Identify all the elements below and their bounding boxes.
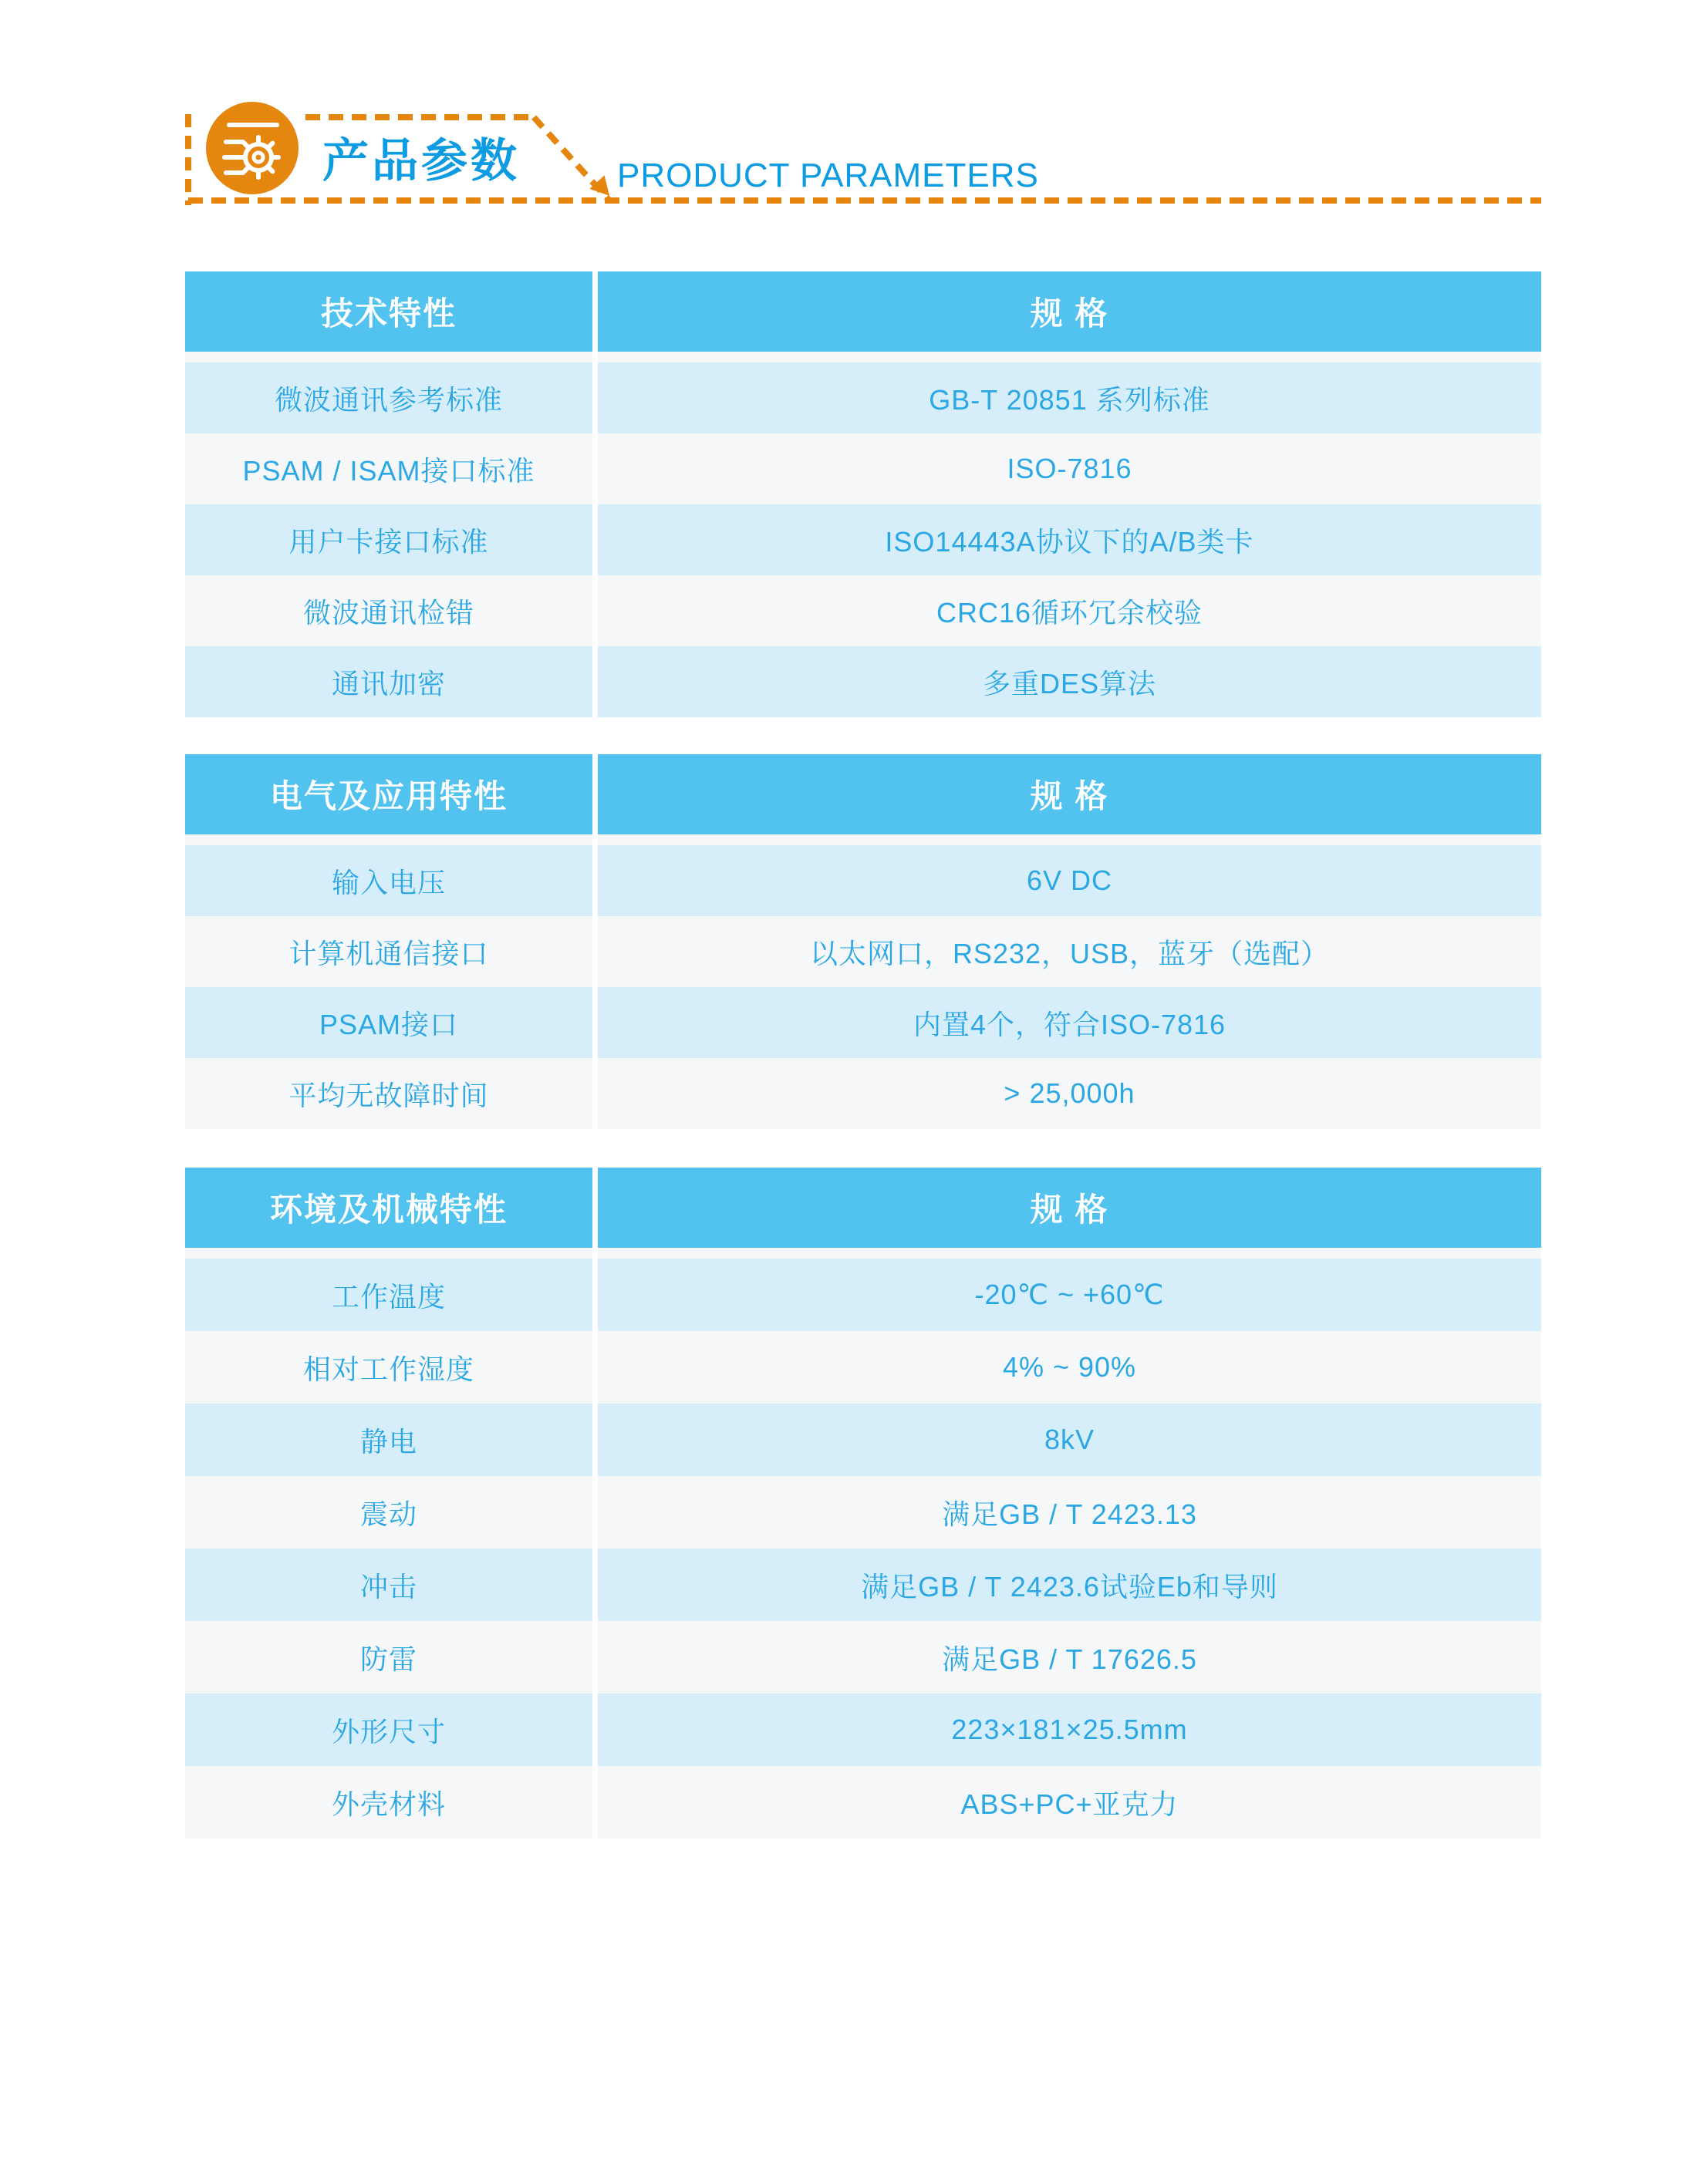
table-header-separator [185,352,1541,362]
table-header-row [185,754,1541,834]
row-value: 满足GB / T 2423.13 [598,1476,1541,1549]
table-row [185,1259,1541,1331]
table-header-feature: 电气及应用特性 [185,754,592,834]
row-label: PSAM / ISAM接口标准 [185,433,592,504]
row-label: 工作温度 [185,1259,592,1331]
row-label: 微波通讯检错 [185,575,592,646]
row-value: 8kV [598,1404,1541,1476]
table-row [185,987,1541,1058]
table-electrical-specs [185,754,1541,1129]
table-row [185,1331,1541,1404]
row-value: 满足GB / T 17626.5 [598,1621,1541,1694]
table-technical-specs [185,271,1541,717]
page-title-english: PRODUCT PARAMETERS [617,157,1039,194]
row-value: 满足GB / T 2423.6试验Eb和导则 [598,1549,1541,1621]
row-value: 多重DES算法 [598,646,1541,717]
table-row [185,362,1541,433]
row-label: 外壳材料 [185,1766,592,1839]
table-header-row [185,271,1541,352]
row-label: 静电 [185,1404,592,1476]
row-label: 用户卡接口标准 [185,504,592,575]
page-title-chinese: 产品参数 [322,135,520,187]
table-row [185,916,1541,987]
row-value: 6V DC [598,845,1541,916]
row-label: 外形尺寸 [185,1694,592,1766]
row-label: 输入电压 [185,845,592,916]
table-header-row [185,1168,1541,1248]
row-value: ISO-7816 [598,433,1541,504]
table-row [185,646,1541,717]
banner-dashed-top-line [305,114,534,120]
gear-list-icon-glyph [206,102,299,194]
table-header-spec: 规 格 [598,271,1541,352]
row-label: 冲击 [185,1549,592,1621]
row-label: 计算机通信接口 [185,916,592,987]
table-header-separator [185,1248,1541,1259]
row-value: ABS+PC+亚克力 [598,1766,1541,1839]
table-row [185,1621,1541,1694]
banner-dashed-bottom-line [188,197,1541,204]
row-label: 平均无故障时间 [185,1058,592,1129]
row-label: 微波通讯参考标准 [185,362,592,433]
row-value: GB-T 20851 系列标准 [598,362,1541,433]
table-header-spec: 规 格 [598,1168,1541,1248]
table-row [185,575,1541,646]
gear-list-icon [206,102,299,194]
row-value: 4% ~ 90% [598,1331,1541,1404]
row-value: 以太网口，RS232，USB，蓝牙（选配） [598,916,1541,987]
table-row [185,1549,1541,1621]
table-row [185,1766,1541,1839]
table-row [185,1058,1541,1129]
table-header-spec: 规 格 [598,754,1541,834]
table-header-feature: 环境及机械特性 [185,1168,592,1248]
table-header-feature: 技术特性 [185,271,592,352]
table-row [185,504,1541,575]
row-value: 223×181×25.5mm [598,1694,1541,1766]
table-header-separator [185,834,1541,845]
banner-dashed-left-line [185,114,191,205]
table-row [185,1476,1541,1549]
row-label: 相对工作湿度 [185,1331,592,1404]
row-value: > 25,000h [598,1058,1541,1129]
row-value: -20℃ ~ +60℃ [598,1259,1541,1331]
row-label: 震动 [185,1476,592,1549]
row-value: ISO14443A协议下的A/B类卡 [598,504,1541,575]
row-label: 防雷 [185,1621,592,1694]
row-label: 通讯加密 [185,646,592,717]
row-value: CRC16循环冗余校验 [598,575,1541,646]
table-row [185,1404,1541,1476]
table-row [185,1694,1541,1766]
row-value: 内置4个，符合ISO-7816 [598,987,1541,1058]
table-row [185,845,1541,916]
table-row [185,433,1541,504]
row-label: PSAM接口 [185,987,592,1058]
table-environmental-specs [185,1168,1541,1839]
